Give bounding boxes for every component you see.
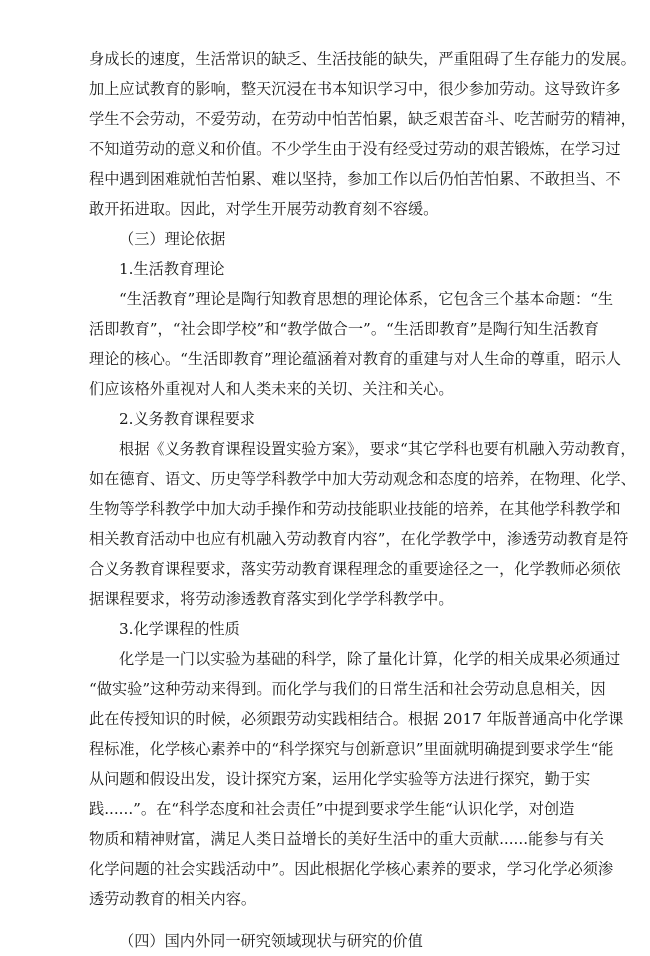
text-line: 学生不会劳动，不爱劳动，在劳动中怕苦怕累，缺乏艰苦奋斗、吃苦耐劳的精神， xyxy=(89,110,636,128)
text-line: 据课程要求，将劳动渗透教育落实到化学学科教学中。 xyxy=(89,590,454,608)
paragraph-compulsory-curriculum xyxy=(89,434,636,614)
text-line: 相关教育活动中也应有机融入劳动教育内容”，在化学教学中，渗透劳动教育是符 xyxy=(89,530,629,548)
subsection-heading-chemistry-nature: 3.化学课程的性质 xyxy=(119,620,240,638)
text-line: 践......”。在“科学态度和社会责任”中提到要求学生能“认识化学，对创造 xyxy=(89,800,575,818)
text-line: 此在传授知识的时候，必须跟劳动实践相结合。根据 2017 年版普通高中化学课 xyxy=(89,710,624,728)
text-line: 物质和精神财富，满足人类日益增长的美好生活中的重大贡献......能参与有关 xyxy=(89,830,604,848)
text-line: 加上应试教育的影响，整天沉浸在书本知识学习中，很少参加劳动。这导致许多 xyxy=(89,80,621,98)
text-line: 合义务教育课程要求，落实劳动教育课程理念的重要途径之一，化学教师必须依 xyxy=(89,560,621,578)
text-line: 程标准，化学核心素养中的“科学探究与创新意识”里面就明确提到要求学生“能 xyxy=(89,740,614,758)
text-line: 透劳动教育的相关内容。 xyxy=(89,890,257,908)
text-line: 程中遇到困难就怕苦怕累、难以坚持，参加工作以后仍怕苦怕累、不敢担当、不 xyxy=(89,170,621,188)
section-heading-research-status: （四）国内外同一研究领域现状与研究的价值 xyxy=(119,932,423,950)
document-page xyxy=(89,44,636,956)
text-line: 们应该格外重视对人和人类未来的关切、关注和关心。 xyxy=(89,380,454,398)
text-line: 身成长的速度，生活常识的缺乏、生活技能的缺失，严重阻碍了生存能力的发展。 xyxy=(89,50,636,68)
text-line: 从问题和假设出发，设计探究方案，运用化学实验等方法进行探究，勤于实 xyxy=(89,770,591,788)
subsection-heading-compulsory-curriculum: 2.义务教育课程要求 xyxy=(119,410,255,428)
text-line: 如在德育、语文、历史等学科教学中加大劳动观念和态度的培养，在物理、化学、 xyxy=(89,470,636,488)
text-line: 生物等学科教学中加大动手操作和劳动技能职业技能的培养，在其他学科教学和 xyxy=(89,500,621,518)
text-line: 不知道劳动的意义和价值。不少学生由于没有经受过劳动的艰苦锻炼，在学习过 xyxy=(89,140,621,158)
paragraph-labor-problem xyxy=(89,44,636,224)
section-heading-theory-basis: （三）理论依据 xyxy=(119,230,226,248)
text-line: 化学问题的社会实践活动中”。因此根据化学核心素养的要求，学习化学必须渗 xyxy=(89,860,614,878)
text-line: “做实验”这种劳动来得到。而化学与我们的日常生活和社会劳动息息相关，因 xyxy=(89,680,606,698)
text-line: 敢开拓进取。因此，对学生开展劳动教育刻不容缓。 xyxy=(89,200,439,218)
text-line: “生活教育”理论是陶行知教育思想的理论体系，它包含三个基本命题：“生 xyxy=(119,290,614,308)
paragraph-chemistry-nature xyxy=(89,644,624,914)
text-line: 理论的核心。“生活即教育”理论蕴涵着对教育的重建与对人生命的尊重，昭示人 xyxy=(89,350,621,368)
subsection-heading-life-education: 1.生活教育理论 xyxy=(119,260,225,278)
paragraph-life-education xyxy=(89,284,621,404)
text-line: 化学是一门以实验为基础的科学，除了量化计算，化学的相关成果必须通过 xyxy=(119,650,621,668)
text-line: 根据《义务教育课程设置实验方案》，要求“其它学科也要有机融入劳动教育， xyxy=(119,440,636,458)
text-line: 活即教育”，“社会即学校”和“教学做合一”。“生活即教育”是陶行知生活教育 xyxy=(89,320,599,338)
